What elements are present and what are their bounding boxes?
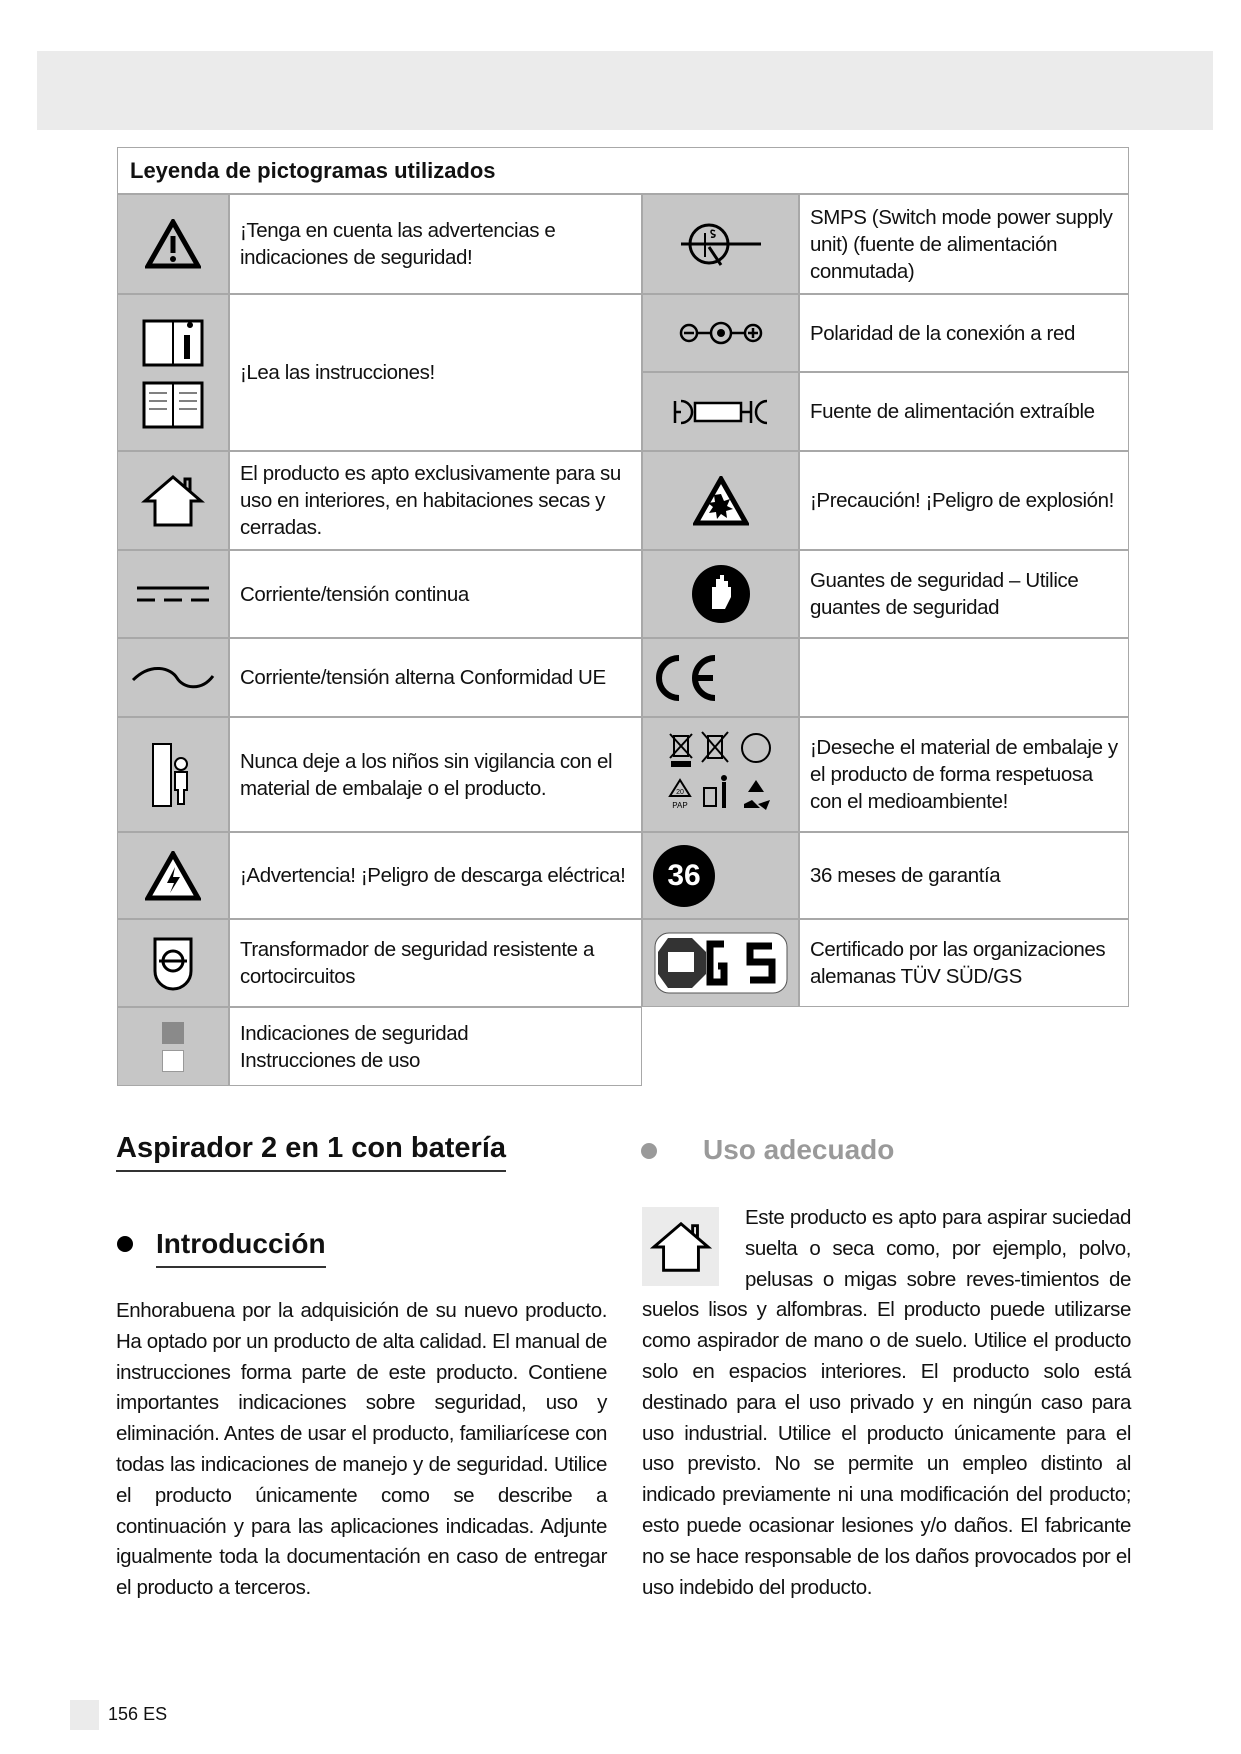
use-paragraph: timientos de suelos lisos y alfombras. El producto puede utilizarse como aspirador de mano o de suelo. Utilice el producto solo en espacios interiores. El producto solo está destinado para el uso privado y en ningún caso para uso industrial. Utilice el producto únicamente para el uso previsto. No se permite un empleo distinto al indicado previamente ni una modificación del producto; esto puede ocasionar lesiones y/o daños. El fabricante no se hace responsable de los daños provocados por el uso indebido del producto.: [642, 1267, 1131, 1599]
legend-text: ¡Precaución! ¡Peligro de explosión!: [799, 451, 1129, 550]
use-section: [642, 1203, 1131, 1603]
white-square-icon: [162, 1050, 184, 1072]
use-heading: Uso adecuado: [703, 1134, 895, 1165]
intro-heading: Introducción: [156, 1226, 326, 1268]
legend-text: Indicaciones de seguridad Instrucciones de uso: [229, 1007, 642, 1086]
header-band: [37, 51, 1213, 130]
warranty-36-icon: [642, 832, 799, 919]
legend-text: SMPS (Switch mode power supply unit) (fuente de alimentación conmutada): [799, 194, 1129, 294]
pap-number: 20: [675, 788, 684, 796]
bullet-icon: [641, 1143, 657, 1159]
legend-text: El producto es apto exclusivamente para su uso en interiores, en habitaciones secas y cerradas.: [229, 451, 642, 550]
explosion-icon: [642, 451, 799, 550]
ce-mark-icon: [642, 638, 799, 717]
legend-text-empty: [799, 638, 1129, 717]
legend-title: Leyenda de pictogramas utilizados: [117, 147, 1129, 194]
page-num: 156: [108, 1704, 139, 1724]
legend-text: 36 meses de garantía: [799, 832, 1129, 919]
child-warning-icon: [117, 717, 229, 832]
smps-icon: [642, 194, 799, 294]
language-code: ES: [143, 1704, 168, 1724]
legend-text: ¡Tenga en cuenta las advertencias e indicaciones de seguridad!: [229, 194, 642, 294]
use-paragraph-top: Este producto es apto para aspirar suciedad suelta o seca como, por ejemplo, polvo, pelusas o migas sobre reves-: [745, 1206, 1131, 1291]
house-icon: [642, 1207, 719, 1286]
read-instructions-icon: [117, 294, 229, 451]
legend-text: Certificado por las organizaciones alemanas TÜV SÜD/GS: [799, 919, 1129, 1007]
square-legend-icon: [117, 1007, 229, 1086]
legend-text: Transformador de seguridad resistente a cortocircuitos: [229, 919, 642, 1007]
warranty-badge: 36: [653, 845, 715, 907]
legend-text: Guantes de seguridad – Utilice guantes de seguridad: [799, 550, 1129, 638]
page-number: [108, 1704, 167, 1725]
polarity-icon: [642, 294, 799, 372]
legend-text: ¡Lea las instrucciones!: [229, 294, 642, 451]
page-marker: [70, 1700, 99, 1730]
legend-text: ¡Deseche el material de embalaje y el producto de forma respetuosa con el medioambiente!: [799, 717, 1129, 832]
gray-square-icon: [162, 1022, 184, 1044]
safety-transformer-icon: [117, 919, 229, 1007]
legend-text: Corriente/tensión continua: [229, 550, 642, 638]
tuv-gs-icon: [642, 919, 799, 1007]
pap-label: PAP: [671, 800, 688, 810]
electric-shock-icon: [117, 832, 229, 919]
legend-text: Fuente de alimentación extraíble: [799, 372, 1129, 451]
intro-paragraph: Enhorabuena por la adquisición de su nuevo producto. Ha optado por un producto de alta calidad. El manual de instrucciones forma parte de este producto. Contiene importantes indicaciones sobre seguridad, uso y eliminación. Antes de usar el producto, familiarícese con todas las indicaciones de manejo y de seguridad. Utilice el producto únicamente como se describe a continuación y para las aplicaciones indicadas. Adjunte igualmente toda la documentación en caso de entregar el producto a terceros.: [116, 1299, 607, 1600]
pictogram-legend-table: [117, 147, 1129, 1086]
legend-text: ¡Advertencia! ¡Peligro de descarga eléctrica!: [229, 832, 642, 919]
legend-text: Polaridad de la conexión a red: [799, 294, 1129, 372]
legend-text: Corriente/tensión alterna Conformidad UE: [229, 638, 642, 717]
direct-current-icon: [117, 550, 229, 638]
alternating-current-icon: [117, 638, 229, 717]
detachable-power-supply-icon: [642, 372, 799, 451]
legend-text: Nunca deje a los niños sin vigilancia con el material de embalaje o el producto.: [229, 717, 642, 832]
bullet-icon: [117, 1236, 133, 1252]
product-title: Aspirador 2 en 1 con batería: [116, 1130, 506, 1172]
house-icon: [117, 451, 229, 550]
warning-triangle-icon: [117, 194, 229, 294]
recycling-icons: [642, 717, 799, 832]
gloves-icon: [642, 550, 799, 638]
